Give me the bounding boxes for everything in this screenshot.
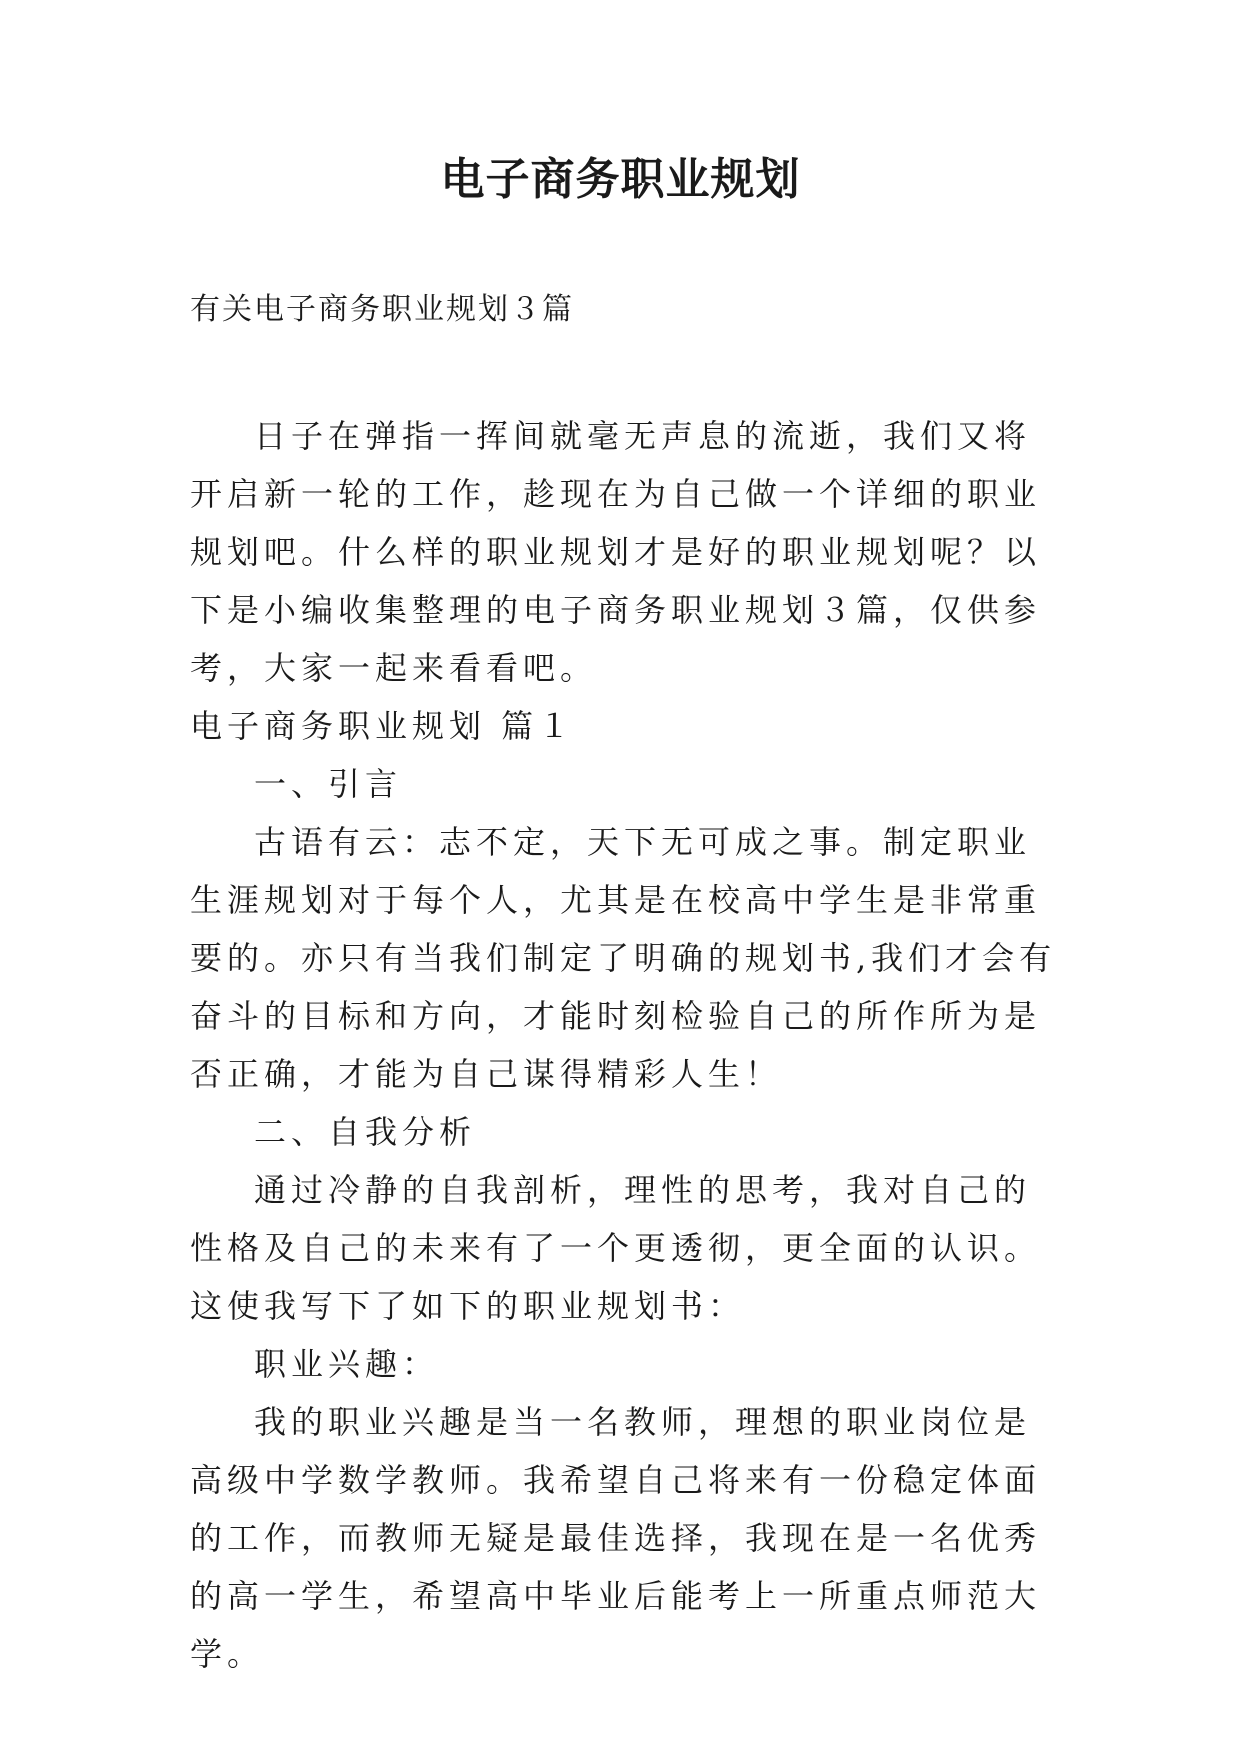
- heading-career-interest: 职业兴趣：: [254, 1345, 440, 1383]
- heading-self-analysis: 二、自我分析: [254, 1113, 477, 1151]
- heading-introduction: 一、引言: [254, 765, 403, 803]
- document-body: [190, 407, 1060, 1683]
- intro-paragraph: 日子在弹指一挥间就毫无声息的流逝，我们又将开启新一轮的工作，趁现在为自己做一个详细的职业规划吧。什么样的职业规划才是好的职业规划呢？以下是小编收集整理的电子商务职业规划３篇，仅供参考，大家一起来看看吧。: [190, 417, 1042, 687]
- career-interest-paragraph: 我的职业兴趣是当一名教师，理想的职业岗位是高级中学数学教师。我希望自己将来有一份稳定体面的工作，而教师无疑是最佳选择，我现在是一名优秀的高一学生，希望高中毕业后能考上一所重点师范大学。: [190, 1403, 1042, 1673]
- introduction-paragraph: 古语有云：志不定，天下无可成之事。制定职业生涯规划对于每个人，尤其是在校高中学生是非常重要的。亦只有当我们制定了明确的规划书,我们才会有奋斗的目标和方向，才能时刻检验自己的所作所为是否正确，才能为自己谋得精彩人生！: [190, 823, 1057, 1093]
- section-heading-part-1: 电子商务职业规划 篇１: [190, 707, 576, 745]
- self-analysis-paragraph: 通过冷静的自我剖析，理性的思考，我对自己的性格及自己的未来有了一个更透彻，更全面的认识。这使我写下了如下的职业规划书：: [190, 1171, 1042, 1325]
- document-title: 电子商务职业规划: [440, 154, 801, 205]
- document-subtitle: 有关电子商务职业规划３篇: [190, 292, 574, 327]
